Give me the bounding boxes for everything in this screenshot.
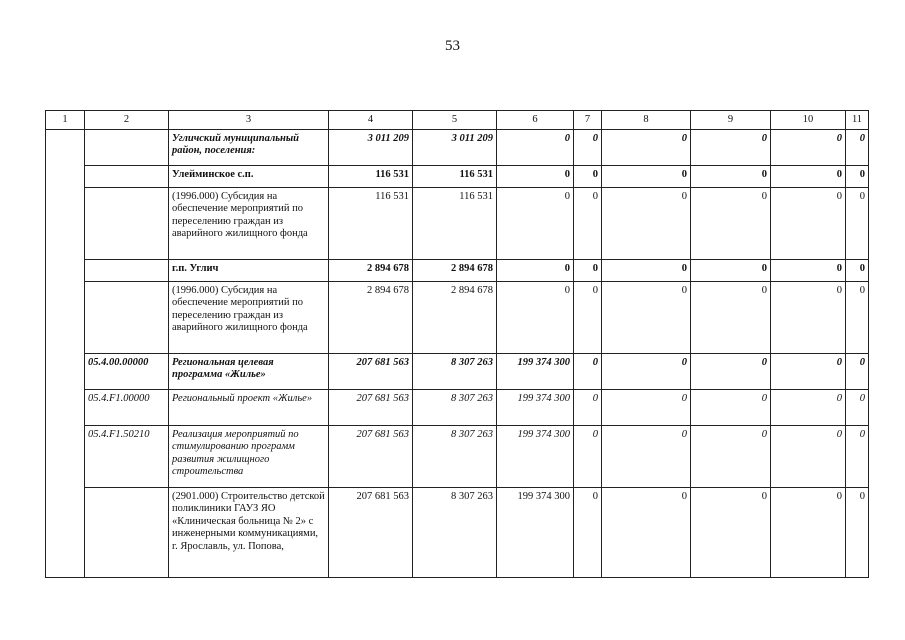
cell-budget-code: 05.4.00.00000 (85, 353, 169, 389)
cell-regional-budget: 116 531 (413, 165, 497, 187)
table-row (46, 281, 869, 353)
cell-col-8: 0 (602, 353, 691, 389)
cell-col-9: 0 (691, 487, 771, 577)
cell-col-9: 0 (691, 281, 771, 353)
cell-description: (1996.000) Субсидия на обеспечение мероприятий по переселению граждан из аварийного жилищного фонда (169, 281, 329, 353)
header-cell: 3 (169, 111, 329, 130)
cell-col-10: 0 (771, 353, 846, 389)
cell-description: (2901.000) Строительство детской поликлиники ГАУЗ ЯО «Клиническая больница № 2» с инженерными коммуникациями, г. Ярославль, ул. Попова, (169, 487, 329, 577)
header-cell: 2 (85, 111, 169, 130)
cell-col-8: 0 (602, 281, 691, 353)
header-cell: 10 (771, 111, 846, 130)
cell-col-7: 0 (574, 165, 602, 187)
cell-budget-code (85, 281, 169, 353)
cell-col-10: 0 (771, 165, 846, 187)
table-row (46, 353, 869, 389)
cell-col-7: 0 (574, 389, 602, 425)
cell-budget-code (85, 165, 169, 187)
cell-col-7: 0 (574, 425, 602, 487)
header-cell: 8 (602, 111, 691, 130)
table-row (46, 389, 869, 425)
cell-col-11: 0 (846, 425, 869, 487)
cell-description: Улейминское с.п. (169, 165, 329, 187)
cell-col-7: 0 (574, 487, 602, 577)
cell-col-7: 0 (574, 129, 602, 165)
cell-col-11: 0 (846, 259, 869, 281)
cell-total: 2 894 678 (329, 259, 413, 281)
cell-federal-budget: 199 374 300 (497, 353, 574, 389)
cell-regional-budget: 8 307 263 (413, 353, 497, 389)
cell-total: 207 681 563 (329, 389, 413, 425)
cell-description: Региональный проект «Жилье» (169, 389, 329, 425)
cell-col-9: 0 (691, 165, 771, 187)
cell-budget-code (85, 187, 169, 259)
cell-description: г.п. Углич (169, 259, 329, 281)
table-row (46, 165, 869, 187)
cell-col-7: 0 (574, 353, 602, 389)
cell-budget-code (85, 129, 169, 165)
cell-col-10: 0 (771, 389, 846, 425)
table-row (46, 425, 869, 487)
cell-regional-budget: 2 894 678 (413, 259, 497, 281)
cell-col-10: 0 (771, 425, 846, 487)
cell-col-8: 0 (602, 165, 691, 187)
cell-col-11: 0 (846, 129, 869, 165)
cell-total: 116 531 (329, 187, 413, 259)
cell-col-10: 0 (771, 281, 846, 353)
cell-regional-budget: 8 307 263 (413, 487, 497, 577)
header-cell: 9 (691, 111, 771, 130)
table-row (46, 259, 869, 281)
cell-regional-budget: 8 307 263 (413, 389, 497, 425)
cell-col-8: 0 (602, 487, 691, 577)
cell-col-11: 0 (846, 281, 869, 353)
cell-col-9: 0 (691, 425, 771, 487)
cell-col-9: 0 (691, 187, 771, 259)
cell-col-10: 0 (771, 187, 846, 259)
header-cell: 1 (46, 111, 85, 130)
cell-federal-budget: 199 374 300 (497, 425, 574, 487)
cell-col-9: 0 (691, 259, 771, 281)
cell-description: (1996.000) Субсидия на обеспечение мероприятий по переселению граждан из аварийного жилищного фонда (169, 187, 329, 259)
cell-budget-code: 05.4.F1.50210 (85, 425, 169, 487)
cell-total: 3 011 209 (329, 129, 413, 165)
cell-col-11: 0 (846, 487, 869, 577)
cell-col-10: 0 (771, 487, 846, 577)
cell-total: 116 531 (329, 165, 413, 187)
cell-federal-budget: 0 (497, 165, 574, 187)
cell-regional-budget: 2 894 678 (413, 281, 497, 353)
header-cell: 5 (413, 111, 497, 130)
cell-federal-budget: 199 374 300 (497, 487, 574, 577)
header-cell: 7 (574, 111, 602, 130)
cell-description: Угличский муниципальный район, поселения: (169, 129, 329, 165)
cell-federal-budget: 0 (497, 259, 574, 281)
cell-col-11: 0 (846, 353, 869, 389)
cell-col-9: 0 (691, 389, 771, 425)
cell-col-11: 0 (846, 165, 869, 187)
cell-budget-code: 05.4.F1.00000 (85, 389, 169, 425)
header-cell: 4 (329, 111, 413, 130)
cell-total: 207 681 563 (329, 487, 413, 577)
cell-col-7: 0 (574, 187, 602, 259)
table-row (46, 487, 869, 577)
header-cell: 11 (846, 111, 869, 130)
cell-total: 207 681 563 (329, 353, 413, 389)
cell-regional-budget: 3 011 209 (413, 129, 497, 165)
header-row (46, 111, 869, 130)
cell-budget-code (85, 259, 169, 281)
cell-col-11: 0 (846, 187, 869, 259)
cell-description: Реализация мероприятий по стимулированию программ развития жилищного строительства (169, 425, 329, 487)
cell-col-7: 0 (574, 259, 602, 281)
cell-total: 2 894 678 (329, 281, 413, 353)
table-row (46, 187, 869, 259)
cell-col-7: 0 (574, 281, 602, 353)
cell-regional-budget: 116 531 (413, 187, 497, 259)
cell-col-10: 0 (771, 129, 846, 165)
cell-federal-budget: 0 (497, 281, 574, 353)
cell-col-9: 0 (691, 129, 771, 165)
cell-description: Региональная целевая программа «Жилье» (169, 353, 329, 389)
cell-federal-budget: 0 (497, 129, 574, 165)
table-row (46, 129, 869, 165)
cell-total: 207 681 563 (329, 425, 413, 487)
cell-col-10: 0 (771, 259, 846, 281)
cell-budget-code (85, 487, 169, 577)
cell-col-8: 0 (602, 389, 691, 425)
cell-col-1 (46, 129, 85, 577)
header-cell: 6 (497, 111, 574, 130)
cell-col-8: 0 (602, 425, 691, 487)
cell-col-8: 0 (602, 129, 691, 165)
cell-col-11: 0 (846, 389, 869, 425)
cell-col-8: 0 (602, 259, 691, 281)
cell-federal-budget: 0 (497, 187, 574, 259)
cell-col-9: 0 (691, 353, 771, 389)
table-body (46, 129, 869, 577)
cell-regional-budget: 8 307 263 (413, 425, 497, 487)
budget-table (45, 110, 869, 578)
cell-col-8: 0 (602, 187, 691, 259)
cell-federal-budget: 199 374 300 (497, 389, 574, 425)
page-number: 53 (445, 38, 460, 54)
